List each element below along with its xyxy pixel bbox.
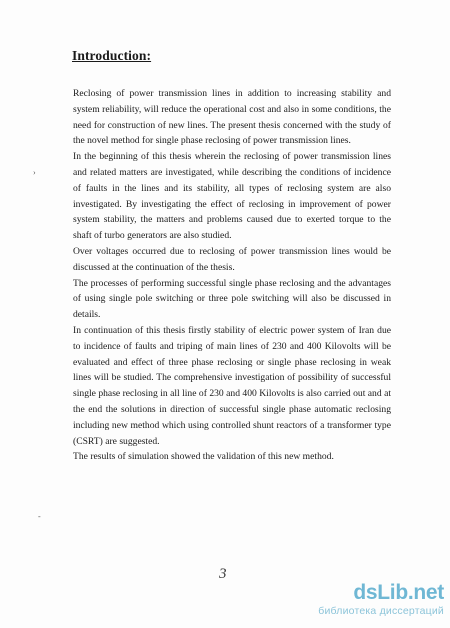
paragraph: Reclosing of power transmission lines in addition to increasing stability and system reliability, will reduce the operational cost and also in some conditions, the need for construction of new lines. The present thesis concerned with the study of the novel method for single phase reclosing of power transmission lines. — [73, 88, 391, 147]
scan-speck: - — [38, 512, 41, 521]
page-number: 3 — [219, 566, 227, 582]
paragraph: In the beginning of this thesis wherein the reclosing of power transmission lines and related matters are investigated, while describing the conditions of incidence of faults in the lines and its stability, all types of reclosing system are also investigated. By investigating the effect of reclosing in improvement of power system stability, the matters and problems caused due to exerted torque to the shaft of turbo generators are also studied. — [73, 151, 391, 242]
body-text — [73, 86, 391, 465]
paragraph: The results of simulation showed the validation of this new method. — [73, 451, 334, 463]
watermark — [272, 582, 444, 622]
paragraph: In continuation of this thesis firstly stability of electric power system of Iran due to incidence of faults and triping of main lines of 230 and 400 Kilovolts will be evaluated and effect of three phase reclosing or single phase reclosing in weak lines will be studied. The comprehensive investigation of possibility of successful single phase reclosing in all line of 230 and 400 Kilovolts is also carried out and at the end the solutions in direction of successful single phase automatic reclosing including new method which using controlled shunt reactors of a transformer type (CSRT) are suggested. — [73, 324, 391, 447]
watermark-tagline: библиотека диссертаций — [318, 605, 444, 617]
paragraph: Over voltages occurred due to reclosing of power transmission lines would be discussed at the continuation of the thesis. — [73, 245, 391, 273]
scan-speck: › — [33, 168, 36, 177]
watermark-logo: dsLib.net — [353, 581, 444, 604]
paragraph: The processes of performing successful single phase reclosing and the advantages of using single pole switching or three pole switching will also be discussed in details. — [73, 277, 391, 321]
section-heading: Introduction: — [72, 48, 152, 63]
